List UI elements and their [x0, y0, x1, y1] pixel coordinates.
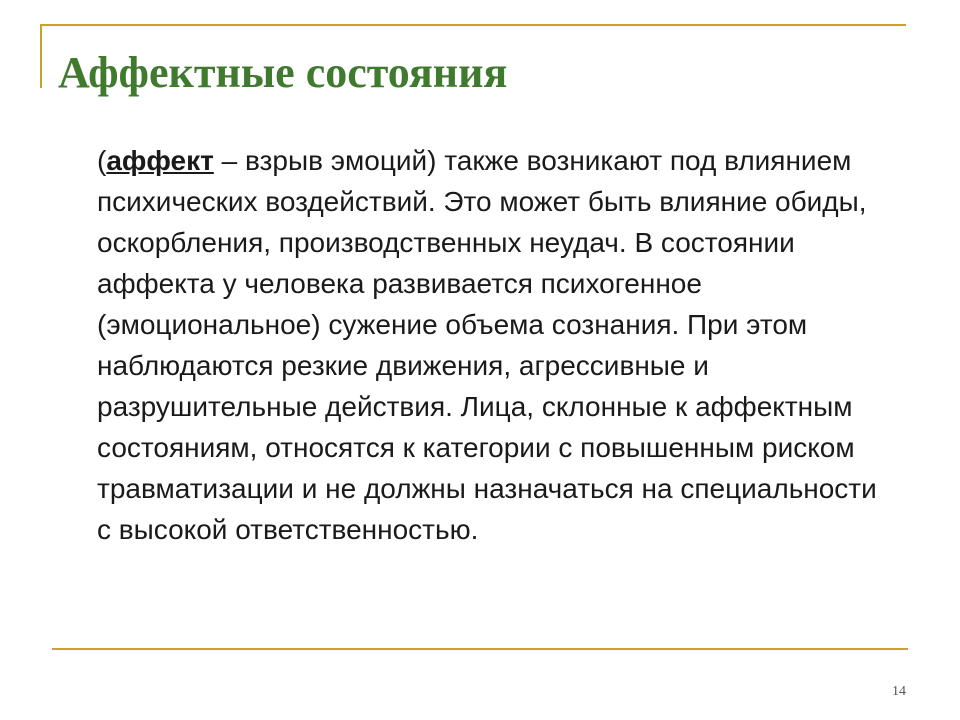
keyword-affect: аффект [106, 145, 214, 176]
body-paragraph: – взрыв эмоций) также возникают под влиянием психических воздействий. Это может быть влияние обиды, оскорбления, производственных неудач. В состоянии аффекта у человека развивается психогенное (эмоциональное) сужение объема сознания. При этом наблюдаются резкие движения, агрессивные и разрушительные действия. Лица, склонные к аффектным состояниям, относятся к категории с повышенным риском травматизации и не должны назначаться на специальности с высокой ответственностью. [97, 145, 877, 545]
frame-bottom-line [52, 648, 908, 650]
frame-top-line [40, 24, 906, 26]
frame-left-line [40, 24, 42, 88]
slide-title: Аффектные состояния [58, 48, 508, 97]
slide-body-text [97, 140, 897, 550]
page-number: 14 [892, 684, 906, 699]
open-paren: ( [97, 145, 107, 176]
